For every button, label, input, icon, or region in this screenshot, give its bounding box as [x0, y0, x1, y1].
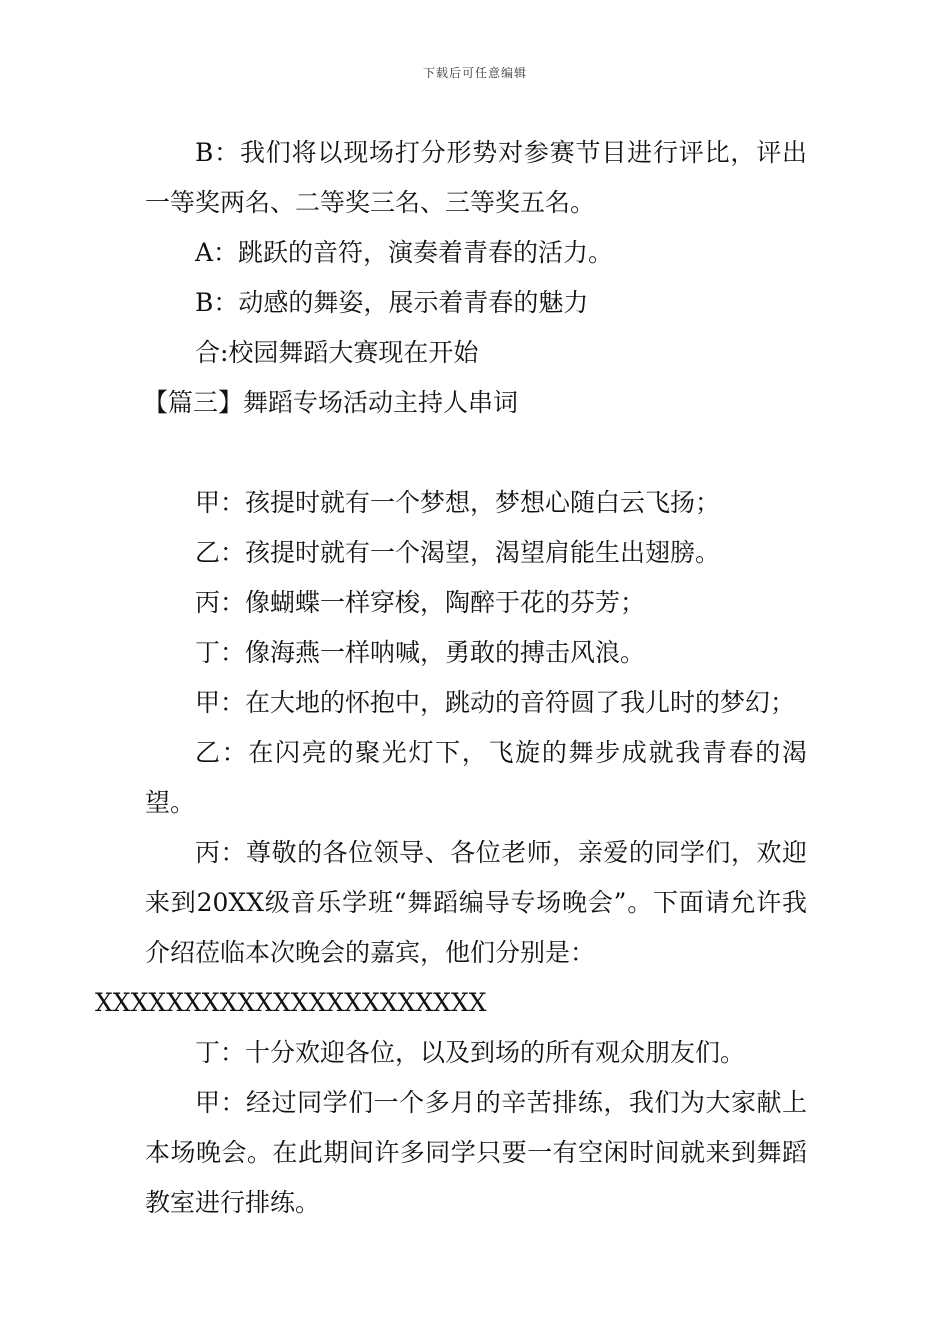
paragraph-b-scoring: B：我们将以现场打分形势对参赛节目进行评比，评出一等奖两名、二等奖三名、三等奖五名。 — [145, 138, 807, 217]
paragraph-jia-earth: 甲：在大地的怀抱中，跳动的音符圆了我儿时的梦幻； — [195, 688, 796, 717]
section-spacer — [145, 428, 807, 478]
paragraph-bing-butterfly: 丙：像蝴蝶一样穿梭，陶醉于花的芬芳； — [195, 588, 646, 617]
paragraph-bing-welcome — [95, 828, 807, 1028]
section-title: 【篇三】舞蹈专场活动主持人串词 — [143, 388, 519, 417]
paragraph-b-dance: B：动感的舞姿，展示着青春的魅力 — [195, 288, 589, 317]
document-body — [95, 128, 807, 1228]
paragraph-together-start: 合:校园舞蹈大赛现在开始 — [195, 338, 479, 367]
page-header: 下载后可任意编辑 — [422, 66, 527, 80]
paragraph-a-notes: A：跳跃的音符，演奏着青春的活力。 — [195, 238, 614, 267]
guest-list-placeholder: XXXXXXXXXXXXXXXXXXXXXX — [95, 988, 487, 1017]
paragraph-bing-welcome-text: 丙：尊敬的各位领导、各位老师，亲爱的同学们，欢迎来到20XX级音乐学班“舞蹈编导专场晚会”。下面请允许我介绍莅临本次晚会的嘉宾，他们分别是： — [145, 838, 807, 967]
paragraph-jia-dream: 甲：孩提时就有一个梦想，梦想心随白云飞扬； — [195, 488, 721, 517]
paragraph-yi-longing: 乙：孩提时就有一个渴望，渴望肩能生出翅膀。 — [195, 538, 721, 567]
paragraph-yi-spotlight: 乙：在闪亮的聚光灯下，飞旋的舞步成就我青春的渴望。 — [145, 738, 807, 817]
paragraph-ding-petrel: 丁：像海燕一样呐喊，勇敢的搏击风浪。 — [195, 638, 646, 667]
paragraph-ding-thanks: 丁：十分欢迎各位，以及到场的所有观众朋友们。 — [195, 1038, 746, 1067]
paragraph-jia-rehearsal: 甲：经过同学们一个多月的辛苦排练，我们为大家献上本场晚会。在此期间许多同学只要一有空闲时间就来到舞蹈教室进行排练。 — [145, 1088, 807, 1217]
